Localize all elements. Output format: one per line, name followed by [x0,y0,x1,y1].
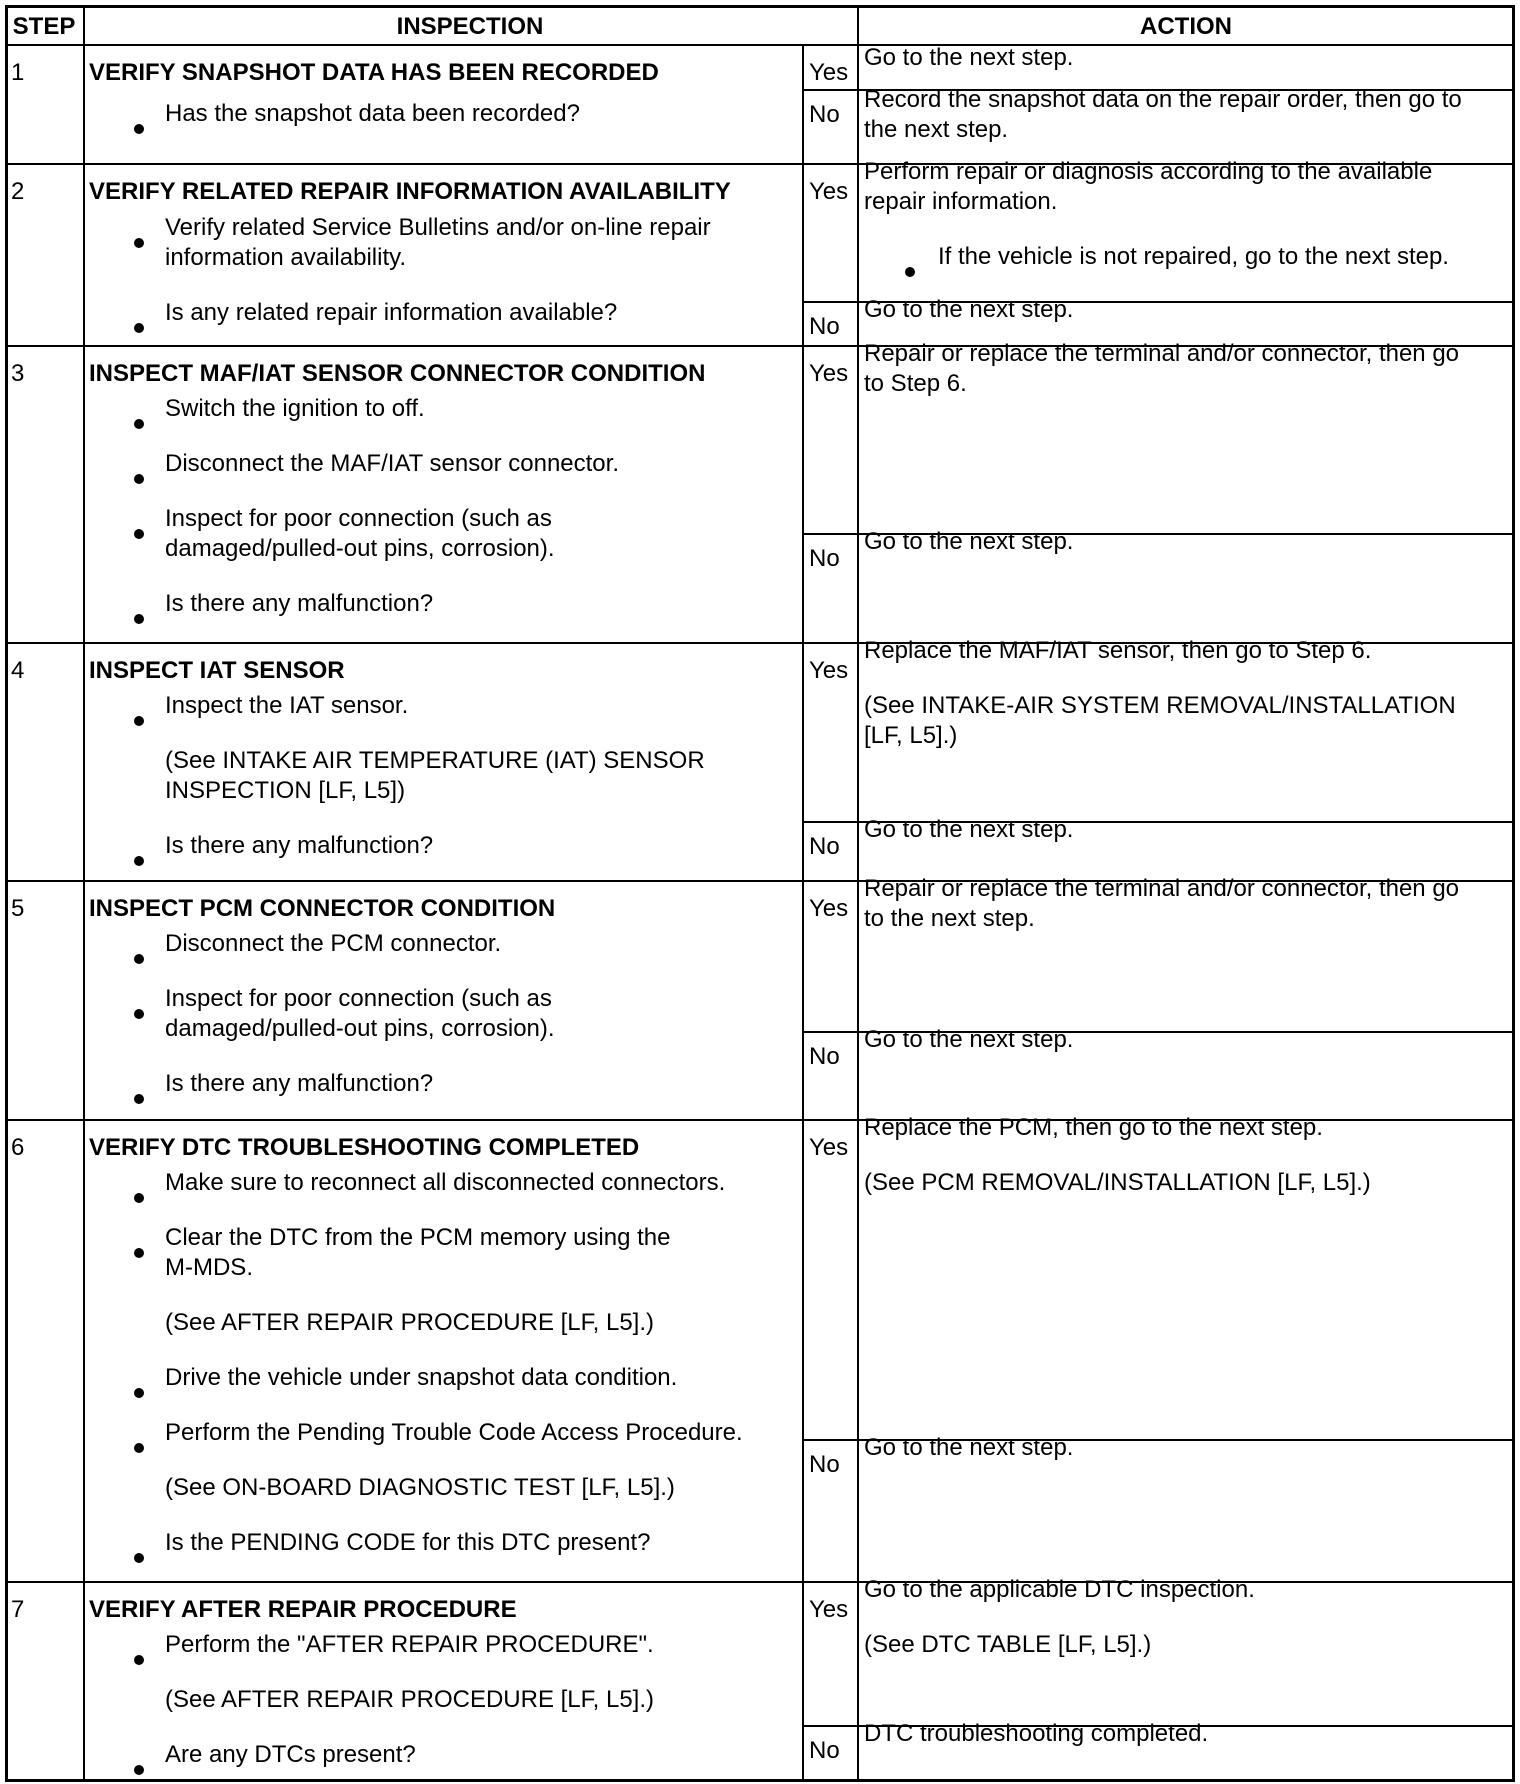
no-action-text: DTC troubleshooting completed. [864,1720,1209,1747]
no-action-text: Go to the next step. [864,528,1074,555]
bullet-icon [134,716,144,726]
no-action-text: Go to the next step. [864,1434,1074,1461]
yes-label: Yes [809,59,849,86]
bullet-icon [134,856,144,866]
yes-action-text: (See INTAKE-AIR SYSTEM REMOVAL/INSTALLATION [864,692,1456,719]
bullet-icon [134,124,144,134]
no-label: No [809,1043,840,1070]
yes-action-text: [LF, L5].) [864,722,958,749]
inspection-item: (See ON-BOARD DIAGNOSTIC TEST [LF, L5].) [165,1474,675,1501]
inspection-item: Is there any malfunction? [165,590,434,617]
step-number: 6 [11,1134,25,1161]
no-action-text: Go to the next step. [864,296,1074,323]
yes-action-text: Go to the applicable DTC inspection. [864,1576,1255,1603]
step-number: 4 [11,657,25,684]
inspection-item: (See AFTER REPAIR PROCEDURE [LF, L5].) [165,1686,655,1713]
yes-action-text: repair information. [864,188,1058,215]
no-action-text: Go to the next step. [864,816,1074,843]
yes-label: Yes [809,1134,849,1161]
inspection-item: Is there any malfunction? [165,832,434,859]
no-action-text: the next step. [864,116,1009,143]
inspection-item: information availability. [165,244,406,271]
inspection-item: Is the PENDING CODE for this DTC present? [165,1529,651,1556]
inspection-item: damaged/pulled-out pins, corrosion). [165,1015,555,1042]
step-divider [5,1581,1515,1583]
no-action-text: Go to the next step. [864,1026,1074,1053]
no-label: No [809,101,840,128]
no-label: No [809,313,840,340]
inspection-item: Switch the ignition to off. [165,395,425,422]
header-divider [5,44,1515,46]
yes-action-text: Go to the next step. [864,44,1074,71]
yes-no-column-divider [802,44,804,1782]
yes-label: Yes [809,360,849,387]
no-label: No [809,545,840,572]
step-column-divider [83,5,85,1782]
bullet-icon [134,1553,144,1563]
inspection-item: Drive the vehicle under snapshot data condition. [165,1364,678,1391]
step-title: VERIFY SNAPSHOT DATA HAS BEEN RECORDED [89,59,659,86]
step-number: 7 [11,1596,25,1623]
inspection-item: Has the snapshot data been recorded? [165,100,580,127]
yes-action-text: Perform repair or diagnosis according to the available [864,158,1433,185]
bullet-icon [134,954,144,964]
yes-action-text: Repair or replace the terminal and/or connector, then go [864,340,1460,367]
bullet-icon [134,614,144,624]
yes-action-text: to the next step. [864,905,1035,932]
bullet-icon [134,1443,144,1453]
column-header-step: STEP [12,13,76,40]
inspection-item: Disconnect the MAF/IAT sensor connector. [165,450,619,477]
bullet-icon [134,323,144,333]
bullet-icon [134,1193,144,1203]
step-title: VERIFY DTC TROUBLESHOOTING COMPLETED [89,1134,640,1161]
inspection-item: Disconnect the PCM connector. [165,930,502,957]
inspection-item: Inspect for poor connection (such as [165,505,552,532]
inspection-item: Perform the Pending Trouble Code Access Procedure. [165,1419,743,1446]
yes-label: Yes [809,895,849,922]
no-label: No [809,1451,840,1478]
no-label: No [809,833,840,860]
inspection-item: Inspect the IAT sensor. [165,692,409,719]
bullet-icon [134,419,144,429]
bullet-icon [905,267,915,277]
bullet-icon [134,1094,144,1104]
yes-action-text: Replace the PCM, then go to the next step. [864,1114,1323,1141]
inspection-item: INSPECTION [LF, L5]) [165,777,406,804]
inspection-item: M-MDS. [165,1254,253,1281]
step-title: INSPECT IAT SENSOR [89,657,345,684]
inspection-item: Is any related repair information available? [165,299,618,326]
inspection-item: Is there any malfunction? [165,1070,434,1097]
bullet-icon [134,529,144,539]
bullet-icon [134,1655,144,1665]
yes-action-text: (See DTC TABLE [LF, L5].) [864,1631,1152,1658]
yes-label: Yes [809,657,849,684]
step-title: INSPECT MAF/IAT SENSOR CONNECTOR CONDITION [89,360,706,387]
inspection-item: Make sure to reconnect all disconnected connectors. [165,1169,726,1196]
yes-action-text: Repair or replace the terminal and/or connector, then go [864,875,1460,902]
column-header-inspection: INSPECTION [396,13,544,40]
step-title: VERIFY AFTER REPAIR PROCEDURE [89,1596,517,1623]
no-label: No [809,1737,840,1764]
yes-action-text: to Step 6. [864,370,967,397]
bullet-icon [134,474,144,484]
step-number: 1 [11,59,25,86]
bullet-icon [134,1388,144,1398]
bullet-icon [134,1765,144,1775]
bullet-icon [134,238,144,248]
yes-action-item: If the vehicle is not repaired, go to the next step. [938,243,1449,270]
bullet-icon [134,1009,144,1019]
inspection-item: (See INTAKE AIR TEMPERATURE (IAT) SENSOR [165,747,705,774]
inspection-item: Are any DTCs present? [165,1741,416,1768]
column-header-action: ACTION [1140,13,1232,40]
step-title: VERIFY RELATED REPAIR INFORMATION AVAILABILITY [89,178,731,205]
yes-action-text: Replace the MAF/IAT sensor, then go to Step 6. [864,637,1372,664]
step-number: 3 [11,360,25,387]
yes-label: Yes [809,1596,849,1623]
inspection-item: Verify related Service Bulletins and/or on-line repair [165,214,711,241]
inspection-item: Inspect for poor connection (such as [165,985,552,1012]
step-number: 2 [11,178,25,205]
yes-action-text: (See PCM REMOVAL/INSTALLATION [LF, L5].) [864,1169,1371,1196]
step-number: 5 [11,895,25,922]
no-action-text: Record the snapshot data on the repair order, then go to [864,86,1462,113]
inspection-item: (See AFTER REPAIR PROCEDURE [LF, L5].) [165,1309,655,1336]
yes-label: Yes [809,178,849,205]
inspection-item: damaged/pulled-out pins, corrosion). [165,535,555,562]
inspection-item: Clear the DTC from the PCM memory using the [165,1224,671,1251]
bullet-icon [134,1248,144,1258]
action-column-divider [857,5,859,1782]
step-title: INSPECT PCM CONNECTOR CONDITION [89,895,556,922]
inspection-item: Perform the "AFTER REPAIR PROCEDURE". [165,1631,654,1658]
